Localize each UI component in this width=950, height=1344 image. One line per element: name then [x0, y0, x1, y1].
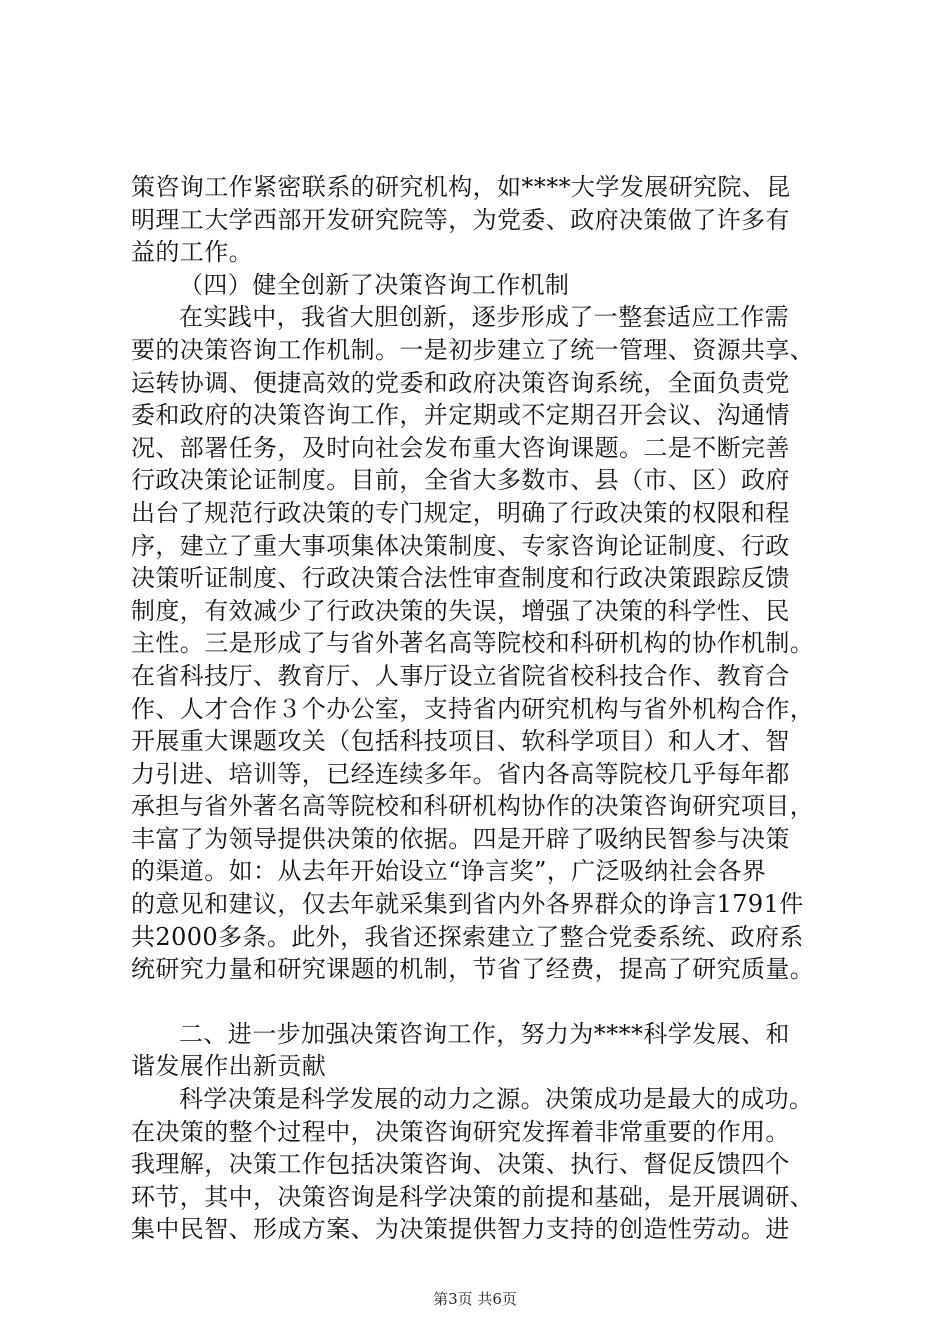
text-line: 集中民智、形成方案、为决策提供智力支持的创造性劳动。进	[131, 1215, 790, 1244]
text-line: 环节，其中，决策咨询是科学决策的前提和基础，是开展调研、	[131, 1182, 815, 1211]
text-line: 序，建立了重大事项集体决策制度、专家咨询论证制度、行政	[131, 531, 790, 560]
text-line: 明理工大学西部开发研究院等，为党委、政府决策做了许多有	[131, 205, 790, 234]
section-heading: 二、进一步加强决策咨询工作，努力为****科学发展、和	[179, 1019, 790, 1048]
text-line: 在决策的整个过程中，决策咨询研究发挥着非常重要的作用。	[131, 1117, 790, 1146]
text-line: 运转协调、便捷高效的党委和政府决策咨询系统，全面负责党	[131, 368, 790, 397]
text-line: 丰富了为领导提供决策的依据。四是开辟了吸纳民智参与决策	[131, 824, 790, 853]
text-line: 共2000多条。此外，我省还探索建立了整合党委系统、政府系	[131, 922, 804, 951]
text-line: 出台了规范行政决策的专门规定，明确了行政决策的权限和程	[131, 498, 790, 527]
text-line: 要的决策咨询工作机制。一是初步建立了统一管理、资源共享、	[131, 335, 815, 364]
text-line: 行政决策论证制度。目前，全省大多数市、县（市、区）政府	[131, 466, 790, 495]
document-body	[131, 171, 851, 1246]
text-line: 承担与省外著名高等院校和科研机构协作的决策咨询研究项目，	[131, 792, 815, 821]
text-line: 益的工作。	[131, 238, 253, 267]
page-footer: 第3页 共6页	[433, 1290, 517, 1308]
text-line: 在省科技厅、教育厅、人事厅设立省院省校科技合作、教育合	[131, 661, 790, 690]
section-heading: 谐发展作出新贡献	[131, 1052, 327, 1081]
text-line: 况、部署任务，及时向社会发布重大咨询课题。二是不断完善	[131, 433, 790, 462]
section-heading: （四）健全创新了决策咨询工作机制	[179, 270, 570, 299]
text-line: 开展重大课题攻关（包括科技项目、软科学项目）和人才、智	[131, 727, 790, 756]
text-line: 作、人才合作３个办公室，支持省内研究机构与省外机构合作，	[131, 694, 815, 723]
text-line: 的意见和建议，仅去年就采集到省内外各界群众的诤言1791件	[131, 890, 804, 919]
text-line: 我理解，决策工作包括决策咨询、决策、执行、督促反馈四个	[131, 1150, 790, 1179]
text-line: 策咨询工作紧密联系的研究机构，如****大学发展研究院、昆	[131, 173, 791, 201]
text-line: 制度，有效减少了行政决策的失误，增强了决策的科学性、民	[131, 596, 790, 625]
text-line: 的渠道。如：从去年开始设立“诤言奖”，广泛吸纳社会各界	[131, 857, 767, 886]
text-line: 统研究力量和研究课题的机制，节省了经费，提高了研究质量。	[131, 955, 815, 984]
text-line: 委和政府的决策咨询工作，并定期或不定期召开会议、沟通情	[131, 401, 790, 430]
paragraph-gap	[131, 986, 851, 1018]
text-line: 科学决策是科学发展的动力之源。决策成功是最大的成功。	[179, 1085, 814, 1114]
text-line: 主性。三是形成了与省外著名高等院校和科研机构的协作机制。	[131, 629, 815, 658]
text-line: 力引进、培训等，已经连续多年。省内各高等院校几乎每年都	[131, 759, 790, 788]
text-line: 在实践中，我省大胆创新，逐步形成了一整套适应工作需	[179, 303, 789, 332]
text-line: 决策听证制度、行政决策合法性审查制度和行政决策跟踪反馈	[131, 564, 790, 593]
